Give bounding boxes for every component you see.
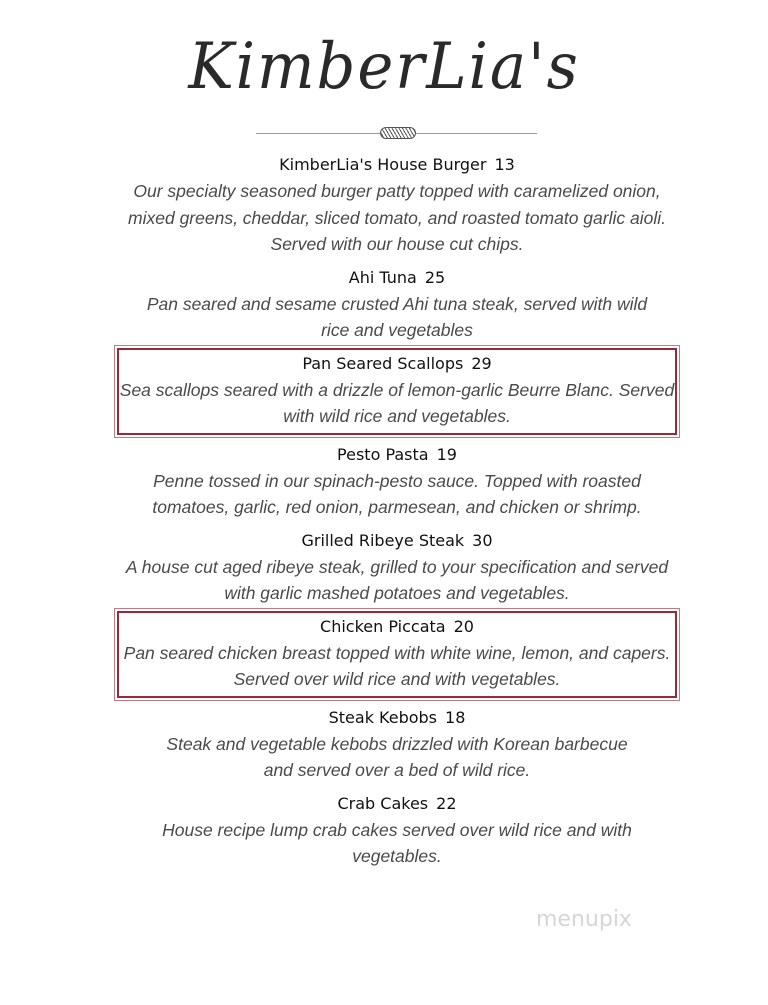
watermark: menupix	[536, 907, 632, 932]
menu-item-highlighted	[117, 611, 677, 698]
menu-list	[117, 152, 677, 870]
item-description: Steak and vegetable kebobs drizzled with Korean barbecue and served over a bed of wild rice.	[166, 733, 628, 780]
item-description: Our specialty seasoned burger patty topped with caramelized onion, mixed greens, cheddar, sliced tomato, and roasted tomato garlic aioli. Served with our house cut chips.	[128, 181, 666, 254]
item-name: Ahi Tuna	[348, 267, 417, 287]
item-price: 13	[494, 155, 515, 174]
item-name: KimberLia's House Burger	[279, 155, 487, 174]
item-price: 18	[445, 707, 466, 727]
item-name: Chicken Piccata	[320, 616, 446, 636]
item-price: 25	[424, 267, 446, 287]
restaurant-logo: KimberLia's	[188, 30, 580, 104]
item-price: 20	[453, 616, 474, 636]
item-price: 22	[436, 793, 457, 813]
item-price: 29	[471, 353, 492, 373]
menu-item	[117, 705, 677, 784]
menu-item	[117, 265, 677, 344]
item-description: Sea scallops seared with a drizzle of lemon-garlic Beurre Blanc. Served with wild rice and vegetables.	[119, 379, 675, 426]
menu-item-highlighted	[117, 348, 677, 435]
menu-item	[117, 442, 677, 521]
item-price: 30	[472, 530, 493, 550]
menu-item	[117, 152, 677, 258]
item-description: Pan seared chicken breast topped with white wine, lemon, and capers. Served over wild rice and with vegetables.	[123, 642, 671, 689]
item-name: Pesto Pasta	[337, 444, 429, 464]
item-description: A house cut aged ribeye steak, grilled to your specification and served with garlic mashed potatoes and vegetables.	[125, 556, 669, 603]
item-description: House recipe lump crab cakes served over wild rice and with vegetables.	[162, 819, 632, 866]
item-price: 19	[436, 444, 457, 464]
menu-item	[117, 791, 677, 870]
menu-item	[117, 528, 677, 607]
item-name: Grilled Ribeye Steak	[301, 530, 465, 550]
item-description: Pan seared and sesame crusted Ahi tuna steak, served with wild rice and vegetables	[146, 293, 648, 340]
item-name: Pan Seared Scallops	[302, 353, 464, 373]
ornament-icon	[380, 127, 416, 139]
item-name: Crab Cakes	[337, 793, 429, 813]
item-description: Penne tossed in our spinach-pesto sauce. Topped with roasted tomatoes, garlic, red onion, parmesean, and chicken or shrimp.	[152, 470, 642, 517]
item-name: Steak Kebobs	[328, 707, 438, 727]
